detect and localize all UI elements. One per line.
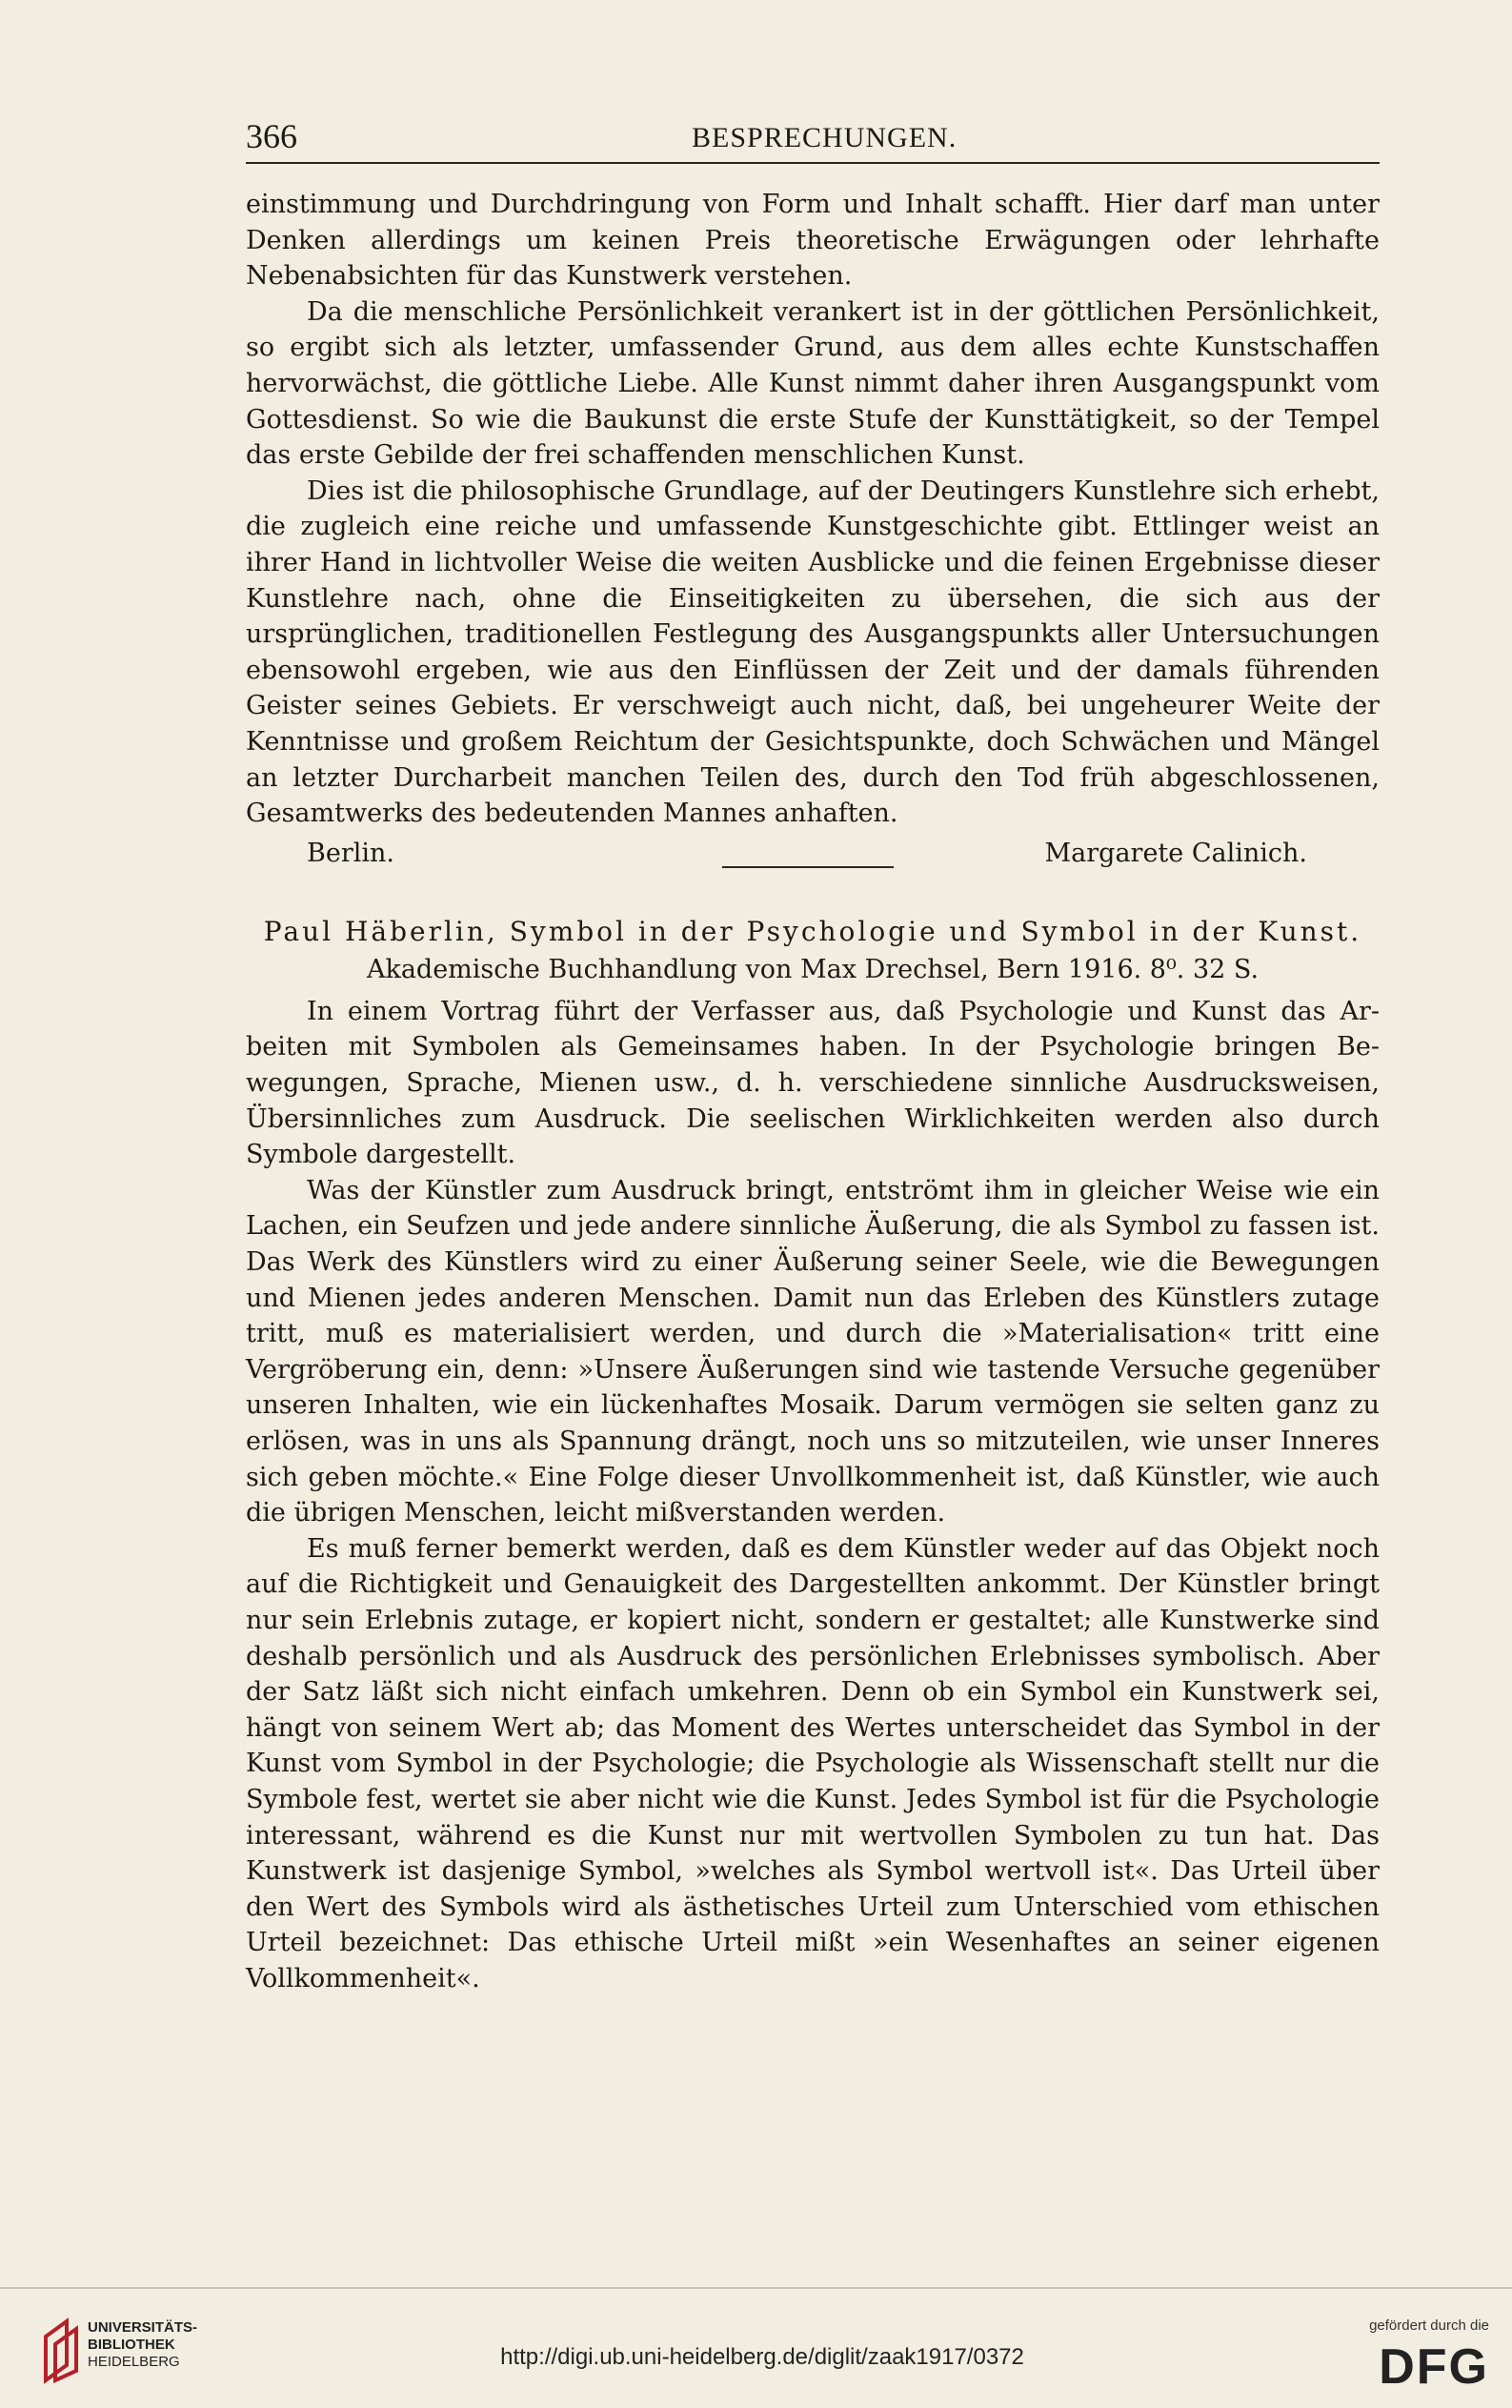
section-divider <box>722 866 894 868</box>
funder-logo: DFG <box>1379 2339 1489 2395</box>
running-title: BESPRECHUNGEN. <box>692 122 958 153</box>
signature-place: Berlin. <box>307 838 394 868</box>
review-author-title: Paul Häberlin, Symbol in der Psychologie und Symbol in der Kunst. <box>263 915 1362 947</box>
page-number: 366 <box>246 117 297 155</box>
paragraph: Dies ist die philosophische Grundlage, auf der Deutingers Kunstlehre sich erhebt, die zugleich eine reiche und umfassende Kunstgeschichte gibt. Ettlinger weist an ihrer Hand in lichtvoller Weise die weiten Ausblicke und die feinen Ergebnisse dieser Kunstlehre nach, ohne die Einseitigkeiten zu übersehen, die sich aus der ursprünglichen, traditionellen Festlegung des Ausgangspunkts aller Untersuchungen ebensowohl ergeben, wie aus den Einflüssen der Zeit und der damals führenden Geister seines Gebiets. Er verschweigt auch nicht, daß, bei ungeheurer Weite der Kenntnisse und großem Reichtum der Gesichtspunkte, doch Schwächen und Mängel an letzter Durcharbeit manchen Teilen des, durch den Tod früh abgeschlossenen, Gesamtwerks des bedeutenden Mannes anhaften. <box>246 476 1380 829</box>
paragraph: In einem Vortrag führt der Verfasser aus, daß Psychologie und Kunst das Arbeiten mit Symbolen als Gemeinsames haben. In der Psychologie bringen Bewegungen, Sprache, Mienen usw., d. h. verschiedene sinnliche Ausdrucksweisen, Übersinnliches zum Ausdruck. Die seelischen Wirklichkeiten werden also durch Symbole dargestellt. <box>246 996 1380 1170</box>
permalink[interactable]: http://digi.ub.uni-heidelberg.de/diglit/zaak1917/0372 <box>500 2344 1024 2370</box>
library-line: BIBLIOTHEK <box>88 2337 175 2353</box>
library-logo-icon <box>38 2317 86 2384</box>
review-heading <box>246 914 1380 988</box>
funding-note: gefördert durch die <box>1369 2317 1489 2334</box>
paragraph: einstimmung und Durchdringung von Form und Inhalt schafft. Hier darf man unter Denken allerdings um keinen Preis theoretische Erwägungen oder lehrhafte Nebenabsichten für das Kunstwerk verstehen. <box>246 190 1380 292</box>
paragraph: Was der Künstler zum Ausdruck bringt, entströmt ihm in gleicher Weise wie ein Lachen, ein Seufzen und jede andere sinnliche Äußerung, die als Symbol zu fassen ist. Das Werk des Künstlers wird zu einer Äußerung seiner Seele, wie die Bewegungen und Mienen jedes anderen Menschen. Damit nun das Erleben des Künstlers zutage tritt, muß es materialisiert werden, und durch die »Materialisation« tritt eine Vergröberung ein, denn: »Unsere Äußerungen sind wie tastende Versuche gegenüber unseren Inhalten, wie ein lückenhaftes Mosaik. Darum vermögen sie selten ganz zu erlösen, was in uns als Spannung drängt, noch uns so mitzuteilen, wie unser Inneres sich geben möchte.« Eine Folge dieser Unvollkommenheit ist, daß Künstler, wie auch die übrigen Menschen, leicht mißverstanden werden. <box>246 1175 1380 1528</box>
signature-name: Margarete Calinich. <box>1044 838 1307 868</box>
paragraph: Da die menschliche Persönlichkeit verankert ist in der göttlichen Persönlichkeit, so ergibt sich als letzter, umfassender Grund, aus dem alles echte Kunstschaffen hervorwächst, die göttliche Liebe. Alle Kunst nimmt daher ihren Ausgangspunkt vom Gottesdienst. So wie die Baukunst die erste Stufe der Kunsttätigkeit, so der Tempel das erste Gebilde der frei schaffenden menschlichen Kunst. <box>246 296 1380 471</box>
signature-row <box>246 836 1380 878</box>
library-name <box>88 2319 197 2371</box>
running-head <box>246 112 1380 164</box>
library-line: HEIDELBERG <box>88 2354 180 2370</box>
digitization-footer <box>0 2287 1512 2408</box>
paragraph: Es muß ferner bemerkt werden, daß es dem Künstler weder auf das Objekt noch auf die Richtigkeit und Genauigkeit des Dargestellten ankommt. Der Künstler bringt nur sein Erlebnis zutage, er kopiert nicht, sondern er gestaltet; alle Kunstwerke sind deshalb persönlich und als Ausdruck des persönlichen Erlebnisses symbolisch. Aber der Satz läßt sich nicht einfach umkehren. Denn ob ein Symbol ein Kunstwerk sei, hängt von seinem Wert ab; das Moment des Wertes unterscheidet das Symbol in der Kunst vom Symbol in der Psychologie; die Psychologie als Wissenschaft stellt nur die Symbole fest, wertet sie aber nicht wie die Kunst. Jedes Symbol ist für die Psychologie interessant, während es die Kunst nur mit wertvollen Symbolen zu tun hat. Das Kunstwerk ist dasjenige Symbol, »welches als Symbol wertvoll ist«. Das Urteil über den Wert des Symbols wird als ästhetisches Urteil zum Unterschied vom ethischen Urteil bezeichnet: Das ethische Urteil mißt »ein Wesenhaftes an seiner eigenen Vollkommenheit«. <box>246 1533 1380 1993</box>
review-publisher: Akademische Buchhandlung von Max Drechsel, Bern 1916. 8⁰. 32 S. <box>366 955 1260 985</box>
body-text <box>246 187 1380 1997</box>
library-line: UNIVERSITÄTS- <box>88 2319 198 2336</box>
